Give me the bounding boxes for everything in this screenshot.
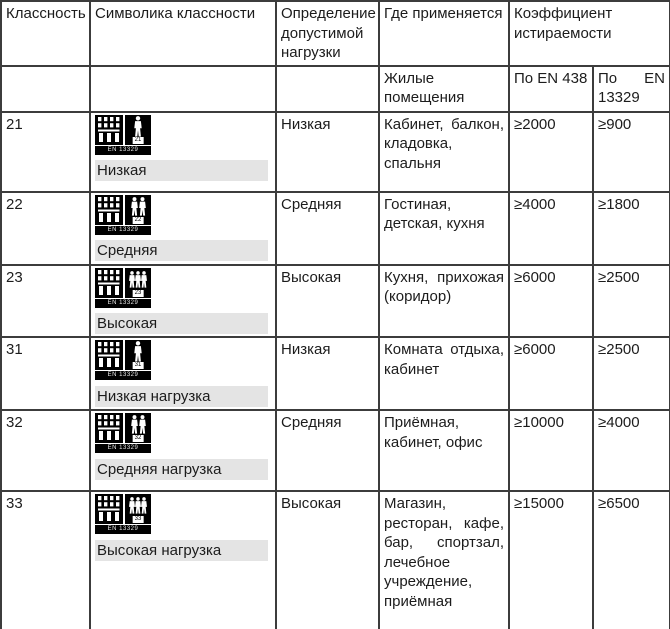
- table-row: [1, 337, 670, 410]
- building-box: [95, 195, 123, 225]
- icon-class-number: 33: [134, 516, 142, 522]
- person-icon: [133, 341, 143, 362]
- en13329-cell: ≥6500: [593, 491, 670, 629]
- building-box: [95, 115, 123, 145]
- symbol-cell: [90, 112, 276, 192]
- where-cell: Кабинет, балкон, кладовка, спальня: [379, 112, 509, 192]
- class-pictogram-icon: [95, 494, 151, 534]
- header-row-2: [1, 66, 670, 112]
- persons-box: [125, 340, 151, 370]
- class-cell: 23: [1, 265, 90, 338]
- persons-box: [125, 268, 151, 298]
- class-pictogram-icon: [95, 195, 151, 235]
- class-cell: 32: [1, 410, 90, 491]
- table-row: [1, 265, 670, 338]
- load-caption: Низкая: [95, 160, 268, 181]
- persons-box: [125, 494, 151, 524]
- header-symbol: Символика классности: [90, 1, 276, 66]
- persons-box: [125, 195, 151, 225]
- en13329-cell: ≥900: [593, 112, 670, 192]
- where-cell: Гостиная, детская, кухня: [379, 192, 509, 265]
- load-caption: Средняя нагрузка: [95, 459, 268, 480]
- header-empty-1: [1, 66, 90, 112]
- class-pictogram-icon: [95, 268, 151, 308]
- en438-cell: ≥15000: [509, 491, 593, 629]
- header-where: Где применяется: [379, 1, 509, 66]
- header-empty-3: [276, 66, 379, 112]
- person-icon: [140, 269, 148, 290]
- load-cell: Средняя: [276, 192, 379, 265]
- person-icon: [133, 116, 143, 137]
- icon-class-number: 21: [134, 136, 142, 143]
- where-cell: Магазин, ресторан, кафе, бар, спортзал, лечебное учреждение, приёмная: [379, 491, 509, 629]
- load-cell: Высокая: [276, 491, 379, 629]
- icon-class-number: 22: [134, 216, 142, 223]
- en-standard-label: EN 13329: [95, 146, 151, 155]
- en438-cell: ≥4000: [509, 192, 593, 265]
- table-row: [1, 192, 670, 265]
- load-cell: Средняя: [276, 410, 379, 491]
- en13329-cell: ≥1800: [593, 192, 670, 265]
- building-icon: [96, 195, 122, 223]
- class-pictogram-icon: [95, 340, 151, 380]
- en438-cell: ≥10000: [509, 410, 593, 491]
- class-cell: 21: [1, 112, 90, 192]
- symbol-cell: [90, 265, 276, 338]
- table-row: [1, 491, 670, 629]
- en13329-cell: ≥4000: [593, 410, 670, 491]
- building-box: [95, 494, 123, 524]
- building-icon: [96, 115, 122, 143]
- header-row-1: [1, 1, 670, 66]
- load-caption: Средняя: [95, 240, 268, 261]
- persons-box: [125, 413, 151, 443]
- symbol-cell: [90, 192, 276, 265]
- load-cell: Высокая: [276, 265, 379, 338]
- load-cell: Низкая: [276, 112, 379, 192]
- building-box: [95, 340, 123, 370]
- en-standard-label: EN 13329: [95, 226, 151, 235]
- table-row: [1, 410, 670, 491]
- header-coefficient: Коэффициент истираемости: [509, 1, 670, 66]
- en438-cell: ≥6000: [509, 265, 593, 338]
- building-icon: [96, 413, 122, 441]
- building-icon: [96, 494, 122, 522]
- en13329-cell: ≥2500: [593, 265, 670, 338]
- building-box: [95, 268, 123, 298]
- en-standard-label: EN 13329: [95, 444, 151, 453]
- load-cell: Низкая: [276, 337, 379, 410]
- building-box: [95, 413, 123, 443]
- load-caption: Высокая: [95, 313, 268, 334]
- class-cell: 22: [1, 192, 90, 265]
- where-cell: Кухня, прихожая (коридор): [379, 265, 509, 338]
- header-load: Определение допустимой нагрузки: [276, 1, 379, 66]
- subheader-en13329: По EN 13329: [593, 66, 670, 112]
- table-row: [1, 112, 670, 192]
- where-cell: Приёмная, кабинет, офис: [379, 410, 509, 491]
- icon-class-number: 23: [134, 289, 142, 296]
- class-cell: 31: [1, 337, 90, 410]
- symbol-cell: [90, 491, 276, 629]
- class-cell: 33: [1, 491, 90, 629]
- where-cell: Комната отдыха, кабинет: [379, 337, 509, 410]
- person-icon: [138, 414, 147, 435]
- en13329-cell: ≥2500: [593, 337, 670, 410]
- person-icon: [138, 196, 147, 217]
- building-icon: [96, 340, 122, 368]
- en-standard-label: EN 13329: [95, 525, 151, 534]
- icon-class-number: 31: [134, 362, 142, 368]
- en-standard-label: EN 13329: [95, 299, 151, 308]
- en438-cell: ≥6000: [509, 337, 593, 410]
- persons-box: [125, 115, 151, 145]
- load-caption: Высокая нагрузка: [95, 540, 268, 561]
- en-standard-label: EN 13329: [95, 371, 151, 380]
- symbol-cell: [90, 410, 276, 491]
- building-icon: [96, 268, 122, 296]
- symbol-cell: [90, 337, 276, 410]
- header-class: Классность: [1, 1, 90, 66]
- load-caption: Низкая нагрузка: [95, 386, 268, 407]
- class-pictogram-icon: [95, 413, 151, 453]
- person-icon: [140, 495, 148, 516]
- subheader-residential: Жилые помещения: [379, 66, 509, 112]
- en438-cell: ≥2000: [509, 112, 593, 192]
- class-pictogram-icon: [95, 115, 151, 155]
- header-empty-2: [90, 66, 276, 112]
- subheader-en438: По EN 438: [509, 66, 593, 112]
- icon-class-number: 32: [134, 435, 142, 441]
